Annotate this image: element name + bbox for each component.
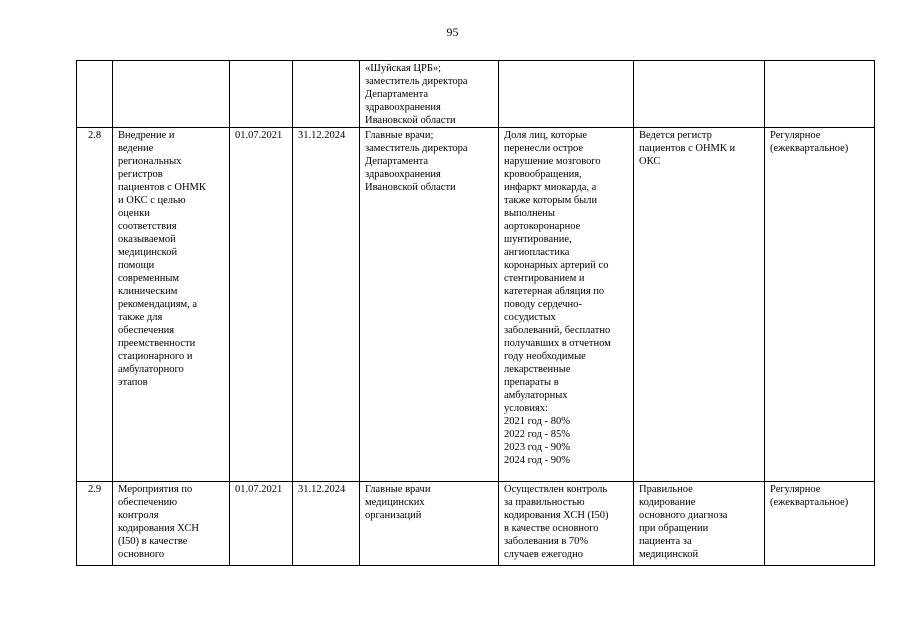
activity-cell: Внедрение и ведение региональных регистров пациентов с ОНМК и ОКС с целью оценки соответствия оказываемой медицинской помощи современным клиническим рекомендациям, а также для обеспечения преемственности стационарного и амбулаторного этапов xyxy=(113,128,230,482)
row-number-cell: 2.9 xyxy=(77,482,113,566)
measures-table xyxy=(76,60,875,566)
activity-cell xyxy=(113,61,230,128)
end-date-cell: 31.12.2024 xyxy=(293,482,360,566)
responsible-cell: Главные врачи медицинских организаций xyxy=(360,482,499,566)
result-cell xyxy=(634,61,765,128)
result-cell: Ведется регистр пациентов с ОНМК и ОКС xyxy=(634,128,765,482)
end-date-cell xyxy=(293,61,360,128)
table-row xyxy=(77,61,875,128)
row-number-cell xyxy=(77,61,113,128)
activity-cell: Мероприятия по обеспечению контроля кодирования ХСН (I50) в качестве основного xyxy=(113,482,230,566)
start-date-cell xyxy=(230,61,293,128)
frequency-cell xyxy=(765,61,875,128)
frequency-cell: Регулярное (ежеквартальное) xyxy=(765,482,875,566)
responsible-cell: «Шуйская ЦРБ»; заместитель директора Департамента здравоохранения Ивановской области xyxy=(360,61,499,128)
start-date-cell: 01.07.2021 xyxy=(230,128,293,482)
page-number: 95 xyxy=(446,25,459,39)
table-row xyxy=(77,128,875,482)
result-cell: Правильное кодирование основного диагноза при обращении пациента за медицинской xyxy=(634,482,765,566)
indicator-cell xyxy=(499,61,634,128)
start-date-cell: 01.07.2021 xyxy=(230,482,293,566)
table-row xyxy=(77,482,875,566)
responsible-cell: Главные врачи; заместитель директора Департамента здравоохранения Ивановской области xyxy=(360,128,499,482)
end-date-cell: 31.12.2024 xyxy=(293,128,360,482)
indicator-cell: Доля лиц, которые перенесли острое нарушение мозгового кровообращения, инфаркт миокарда, а также которым были выполнены аортокоронарное шунтирование, ангиопластика коронарных артерий со стентированием и катетерная абляция по поводу сердечно- сосудистых заболеваний, бесплатно получавших в отчетном году необходимые лекарственные препараты в амбулаторных условиях: 2021 год - 80% 2022 год - 85% 2023 год - 90% 2024 год - 90% xyxy=(499,128,634,482)
row-number-cell: 2.8 xyxy=(77,128,113,482)
frequency-cell: Регулярное (ежеквартальное) xyxy=(765,128,875,482)
indicator-cell: Осуществлен контроль за правильностью кодирования ХСН (I50) в качестве основного заболевания в 70% случаев ежегодно xyxy=(499,482,634,566)
